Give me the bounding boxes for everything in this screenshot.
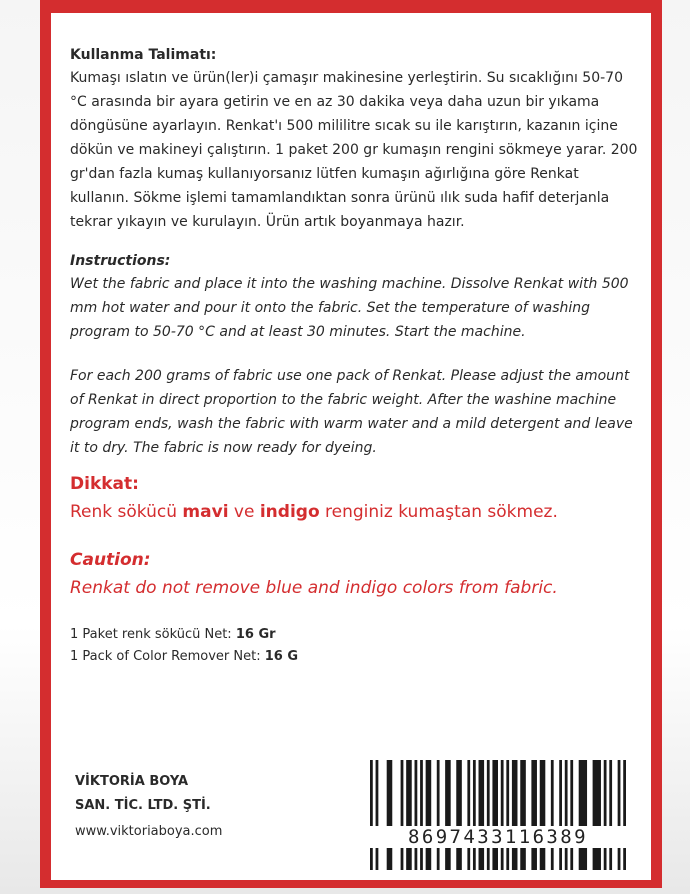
- barcode-bar: [387, 760, 393, 870]
- dikkat-bold-mavi: mavi: [182, 502, 229, 522]
- dikkat-text-mid: ve: [228, 502, 260, 522]
- label-content: [70, 44, 640, 668]
- barcode-bar: [579, 760, 587, 870]
- barcode-bar: [520, 760, 526, 870]
- company-website: www.viktoriaboya.com: [75, 824, 223, 839]
- caution-text: Renkat do not remove blue and indigo colors from fabric.: [70, 578, 558, 598]
- barcode-digits: 8697433116389: [370, 826, 626, 848]
- english-instructions-body-1: Wet the fabric and place it into the washing machine. Dissolve Renkat with 500 mm hot water and pour it onto the fabric. Set the temperature of washing program to 50-70 °C and at least 30 minutes. Start the machine.: [70, 276, 629, 340]
- net-weight-tr-label: 1 Paket renk sökücü Net:: [70, 627, 236, 642]
- net-weight-en-value: 16 G: [264, 649, 299, 664]
- dikkat-bold-indigo: indigo: [259, 502, 320, 522]
- barcode-bar: [609, 760, 612, 870]
- company-info: [75, 770, 222, 844]
- turkish-instructions-body: Kumaşı ıslatın ve ürün(ler)i çamaşır makinesine yerleştirin. Su sıcaklığını 50-70 °C arasında bir ayara getirin ve en az 30 dakika veya daha uzun bir yıkama döngüsüne ayarlayın. Renkat'ı 500 mililitre sıcak su ile karıştırın, kazanın içine dökün ve makineyi çalıştırın. 1 paket 200 gr kumaşın rengini sökmeye yarar. 200 gr'dan fazla kumaş kullanıyorsanız lütfen kumaşın ağırlığına göre Renkat kullanın. Sökme işlemi tamamlandıktan sonra ürünü ılık suda hafif deterjanla tekrar yıkayın ve kurulayın. Ürün artık boyanmaya hazır.: [70, 70, 638, 230]
- barcode-bar: [426, 760, 432, 870]
- barcode-bar: [501, 760, 504, 870]
- barcode-bar: [467, 760, 470, 870]
- barcode-bar: [623, 760, 626, 870]
- barcode-bar: [420, 760, 423, 870]
- barcode-bar: [406, 760, 412, 870]
- barcode-bar: [593, 760, 601, 870]
- barcode-bar: [506, 760, 509, 870]
- barcode-bar: [415, 760, 418, 870]
- net-weight-en: [70, 646, 640, 668]
- dikkat-text-before: Renk sökücü: [70, 502, 183, 522]
- caution-title: Caution:: [70, 550, 151, 570]
- dikkat-title: Dikkat:: [70, 474, 139, 494]
- barcode-bar: [437, 760, 440, 870]
- net-weight-tr-value: 16 Gr: [235, 627, 276, 642]
- barcode-bar: [370, 760, 373, 870]
- dikkat-text: [70, 498, 640, 526]
- net-weight-en-label: 1 Pack of Color Remover Net:: [70, 649, 265, 664]
- barcode-bar: [618, 760, 621, 870]
- turkish-instructions-title: Kullanma Talimatı:: [70, 47, 217, 63]
- barcode-bar: [376, 760, 379, 870]
- barcode-bar: [473, 760, 476, 870]
- barcode-image: [370, 760, 626, 870]
- net-weight-block: [70, 624, 640, 668]
- barcode-bar: [401, 760, 404, 870]
- english-instructions-title: Instructions:: [70, 253, 171, 269]
- barcode-bar: [565, 760, 568, 870]
- barcode-bar: [492, 760, 498, 870]
- barcode-bar: [445, 760, 451, 870]
- dikkat-text-after: renginiz kumaştan sökmez.: [319, 502, 558, 522]
- net-weight-tr: [70, 624, 640, 646]
- barcode-bar: [479, 760, 485, 870]
- barcode-bar: [456, 760, 462, 870]
- barcode-bar: [604, 760, 607, 870]
- barcode-bar: [540, 760, 546, 870]
- barcode-bar: [487, 760, 490, 870]
- barcode-bar: [559, 760, 562, 870]
- company-legal-suffix: SAN. TİC. LTD. ŞTİ.: [75, 798, 211, 813]
- company-name: VİKTORİA BOYA: [75, 774, 189, 789]
- barcode-bar: [551, 760, 554, 870]
- barcode-bar: [531, 760, 537, 870]
- english-instructions-body-2: For each 200 grams of fabric use one pack of Renkat. Please adjust the amount of Renkat in direct proportion to the fabric weight. After the washine machine program ends, wash the fabric with warm water and a mild detergent and leave it to dry. The fabric is now ready for dyeing.: [70, 368, 633, 456]
- barcode-bar: [512, 760, 518, 870]
- barcode-bar: [570, 760, 573, 870]
